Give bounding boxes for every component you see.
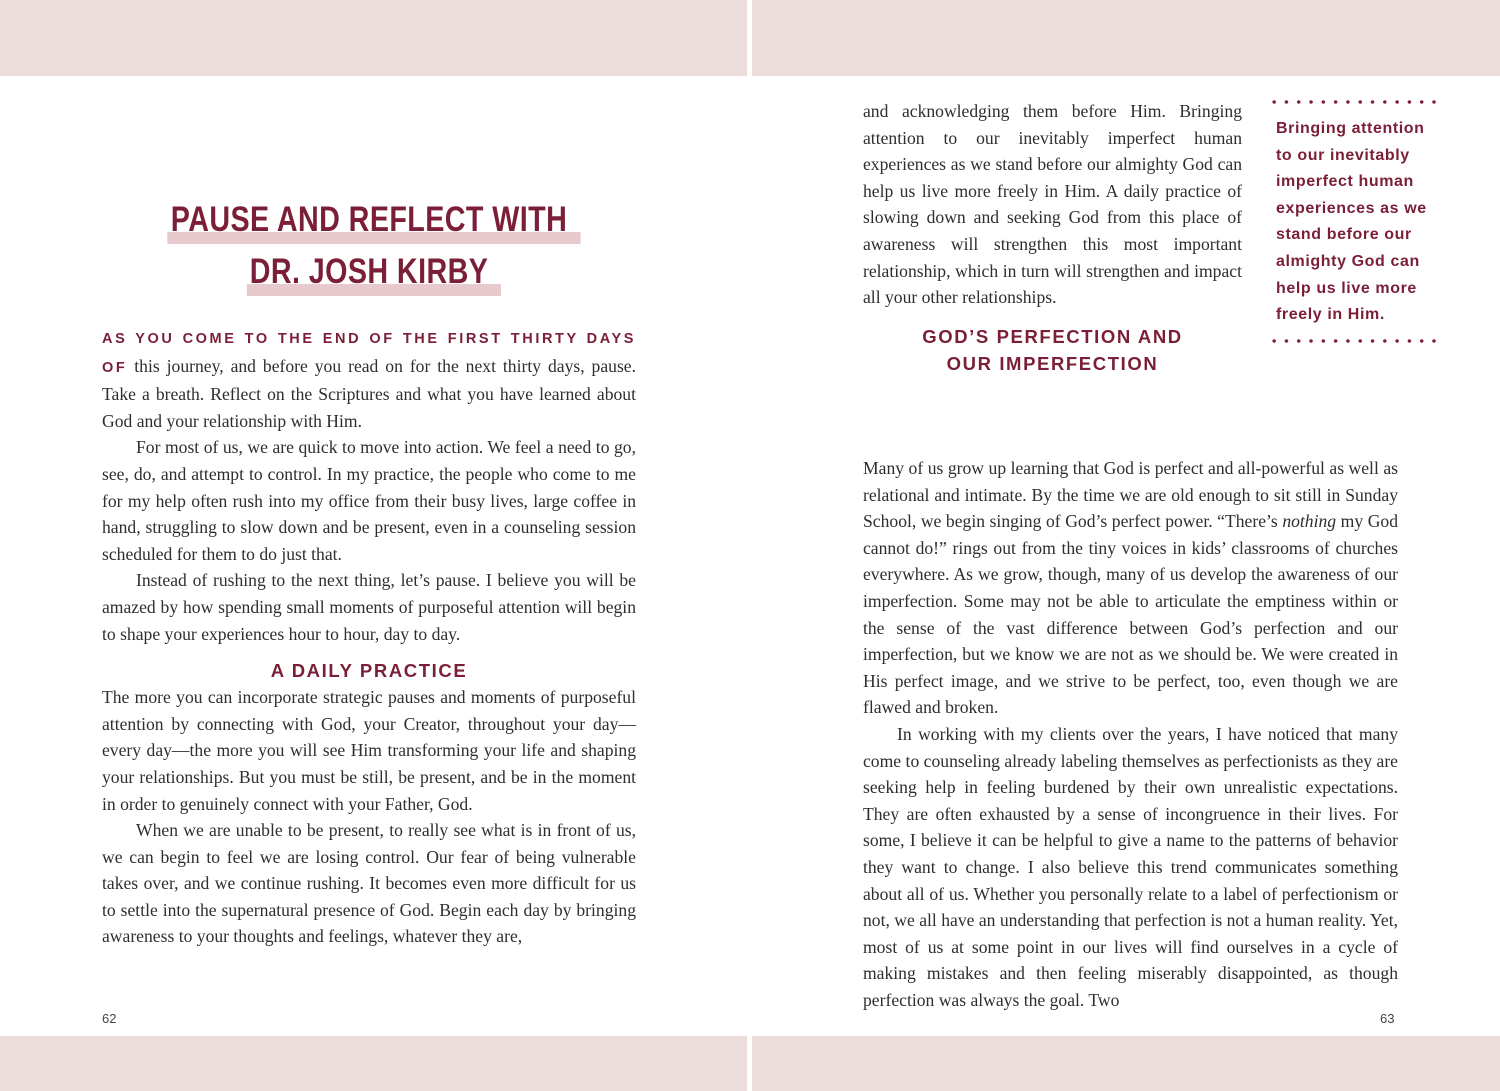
bottom-band-left — [0, 1036, 747, 1091]
right-page — [752, 76, 1500, 1036]
body-paragraph: For most of us, we are quick to move into action. We feel a need to go, see, do, and attempt to control. In my practice, the people who come to me for my help often rush into my office from their busy lives, large coffee in hand, struggling to slow down and be present, even in a counseling session scheduled for them to do just that. — [102, 437, 636, 564]
right-body-text — [863, 455, 1398, 1013]
pull-quote-text: Bringing attention to our inevitably imperfect human experiences as we stand before our almighty God can help us live more freely in Him. — [1276, 120, 1427, 324]
lead-in-caps: AS YOU COME TO THE END OF THE FIRST THIRTY DAYS OF — [102, 331, 636, 376]
body-paragraph: When we are unable to be present, to really see what is in front of us, we can begin to feel we are losing control. Our fear of being vulnerable takes over, and we continue rushing. It becomes even more difficult for us to settle into the supernatural presence of God. Begin each day by bringing awareness to your thoughts and feelings, whatever they are, — [102, 820, 636, 947]
top-band-left — [0, 0, 747, 76]
opening-paragraph-text: this journey, and before you read on for the next thirty days, pause. Take a breath. Reflect on the Scriptures and what you have learned about God and your relationship with Him. — [102, 355, 636, 431]
opening-paragraph — [102, 324, 636, 434]
body-paragraph: In working with my clients over the years, I have noticed that many come to counseling already labeling themselves as perfectionists as they are seeking help in feeling burdened by their own unrealistic expectations. They are often exhausted by a sense of incongruence in their lives. For some, I believe it can be helpful to give a name to the patterns of behavior they want to change. I also believe this trend communicates something about all of us. Whether you personally relate to a label of perfectionism or not, we all have an understanding that perfection is not a human reality. Yet, most of us at some point in our lives will find ourselves in a cycle of making mistakes and then feeling miserably disappointed, as though perfection was always the goal. Two — [863, 723, 1398, 1010]
page-number-right: 63 — [1380, 1011, 1395, 1026]
dotted-rule-top — [1268, 98, 1438, 106]
paragraph-segment: my God cannot do!” rings out from the tiny voices in kids’ classrooms of churches everywhere. As we grow, though, many of us develop the awareness of our imperfection. Some may not be able to articulate the emptiness within or the sense of the vast difference between God’s perfection and our imperfection, but we know we are not as we should be. We were created in His perfect image, and we strive to be perfect, too, even though we are flawed and broken. — [863, 511, 1399, 718]
bottom-band-right — [752, 1036, 1500, 1091]
left-body-text — [102, 324, 636, 950]
section-heading-gods-perfection — [863, 323, 1242, 377]
subhead-line-2: OUR IMPERFECTION — [946, 353, 1159, 374]
right-top-text — [863, 98, 1242, 311]
chapter-title — [150, 194, 588, 298]
body-paragraph: The more you can incorporate strategic pauses and moments of purposeful attention by connecting with God, your Creator, throughout your day—every day—the more you will see Him transforming your life and shaping your relationships. But you must be still, be present, and be in the moment in order to genuinely connect with your Father, God. — [102, 687, 636, 814]
body-paragraph: and acknowledging them before Him. Bringing attention to our inevitably imperfect human experiences as we stand before our almighty God can help us live more freely in Him. A daily practice of slowing down and seeking God from this place of awareness will strengthen this most important relationship, which in turn will strengthen and impact all your other relationships. — [863, 101, 1242, 308]
body-paragraph — [863, 455, 1398, 721]
pull-quote — [1268, 98, 1438, 345]
section-heading-daily-practice: A DAILY PRACTICE — [270, 660, 468, 682]
emphasis-nothing: nothing — [1282, 511, 1337, 532]
paragraph-segment: Many of us grow up learning that God is perfect and all-powerful as well as relational and intimate. By the time we are old enough to sit still in Sunday School, we begin singing of God’s perfect power. “There’s — [863, 458, 1398, 532]
left-page — [0, 76, 747, 1036]
dotted-rule-bottom — [1268, 337, 1438, 345]
body-paragraph: Instead of rushing to the next thing, let’s pause. I believe you will be amazed by how spending small moments of purposeful attention will begin to shape your experiences hour to hour, day to day. — [102, 570, 636, 644]
title-line-1: PAUSE AND REFLECT WITH — [167, 194, 570, 246]
page-number-left: 62 — [102, 1011, 117, 1026]
title-line-2: DR. JOSH KIRBY — [246, 246, 491, 298]
top-band-right — [752, 0, 1500, 76]
subhead-line-1: GOD’S PERFECTION AND — [922, 326, 1183, 347]
